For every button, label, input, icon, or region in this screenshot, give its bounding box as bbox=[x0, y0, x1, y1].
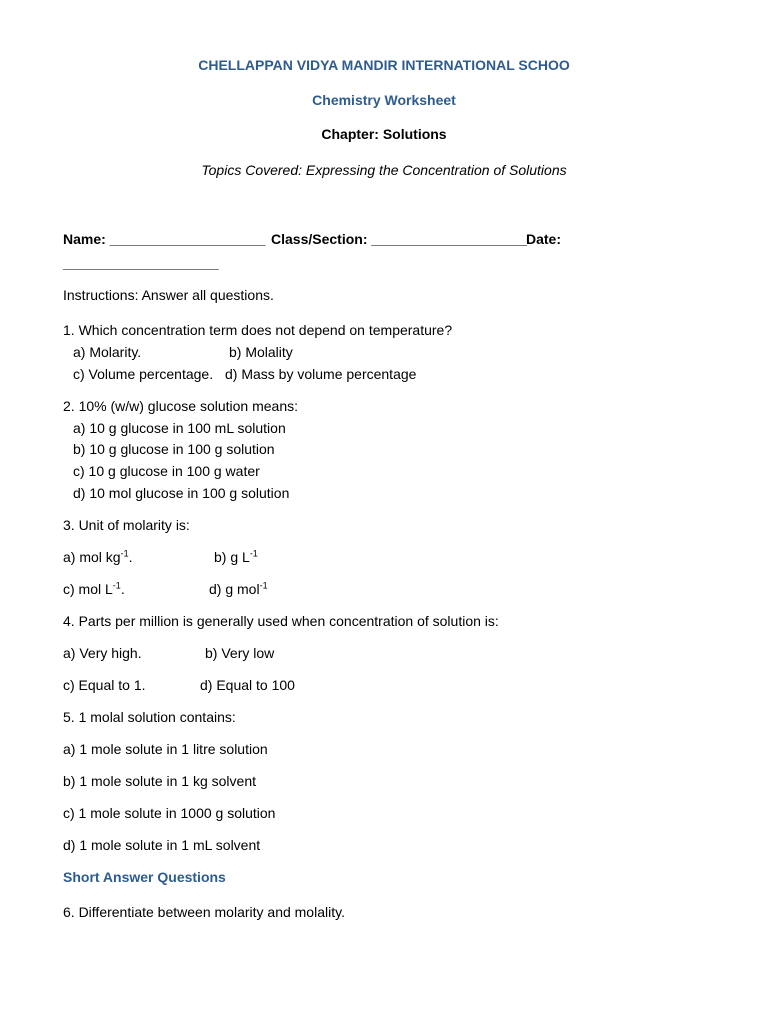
class-section-field: Class/Section: ____________________ bbox=[271, 231, 528, 247]
question-2-option-a: a) 10 g glucose in 100 mL solution bbox=[73, 420, 286, 436]
question-2-option-c: c) 10 g glucose in 100 g water bbox=[73, 463, 260, 479]
question-2-option-b: b) 10 g glucose in 100 g solution bbox=[73, 441, 275, 457]
question-5-option-a: a) 1 mole solute in 1 litre solution bbox=[63, 741, 268, 757]
question-4-option-d: d) Equal to 100 bbox=[200, 677, 295, 693]
question-3-option-c: c) mol $L^{-1}$. bbox=[63, 580, 125, 597]
question-1-option-b: b) Molality bbox=[229, 344, 293, 360]
school-name: CHELLAPPAN VIDYA MANDIR INTERNATIONAL SCHOO bbox=[198, 57, 570, 73]
chapter-title: Chapter: Solutions bbox=[321, 126, 447, 142]
question-2-option-d: d) 10 mol glucose in 100 g solution bbox=[73, 485, 290, 501]
question-4: 4. Parts per million is generally used when concentration of solution is: bbox=[63, 613, 499, 629]
question-4-option-b: b) Very low bbox=[205, 645, 275, 661]
question-3: 3. Unit of molarity is: bbox=[63, 517, 190, 533]
question-6: 6. Differentiate between molarity and molality. bbox=[63, 904, 345, 920]
question-5: 5. 1 molal solution contains: bbox=[63, 709, 236, 725]
name-field: Name: ____________________ bbox=[63, 231, 266, 247]
question-1-option-a: a) Molarity. bbox=[73, 344, 142, 360]
question-3-option-b: b) g $L^{-1}$ bbox=[214, 548, 258, 565]
question-1: 1. Which concentration term does not depend on temperature? bbox=[63, 322, 453, 338]
question-1-option-c: c) Volume percentage. bbox=[73, 366, 214, 382]
question-4-option-a: a) Very high. bbox=[63, 645, 142, 661]
topics-covered: Topics Covered: Expressing the Concentration of Solutions bbox=[201, 162, 567, 178]
question-5-option-c: c) 1 mole solute in 1000 g solution bbox=[63, 805, 276, 821]
question-4-option-c: c) Equal to 1. bbox=[63, 677, 146, 693]
question-2: 2. 10% (w/w) glucose solution means: bbox=[63, 398, 298, 414]
date-field-label: Date: bbox=[526, 231, 562, 247]
question-5-option-d: d) 1 mole solute in 1 mL solvent bbox=[63, 837, 261, 853]
question-5-option-b: b) 1 mole solute in 1 kg solvent bbox=[63, 773, 256, 789]
question-3-option-a: a) mol $kg^{-1}$. bbox=[63, 548, 133, 565]
question-1-option-d: d) Mass by volume percentage bbox=[225, 366, 417, 382]
worksheet-title: Chemistry Worksheet bbox=[312, 92, 456, 108]
instructions: Instructions: Answer all questions. bbox=[63, 287, 274, 303]
short-answer-heading: Short Answer Questions bbox=[63, 869, 226, 885]
date-field-line: ____________________ bbox=[63, 255, 219, 271]
question-3-option-d: d) g mol$^{-1}$ bbox=[209, 580, 268, 597]
